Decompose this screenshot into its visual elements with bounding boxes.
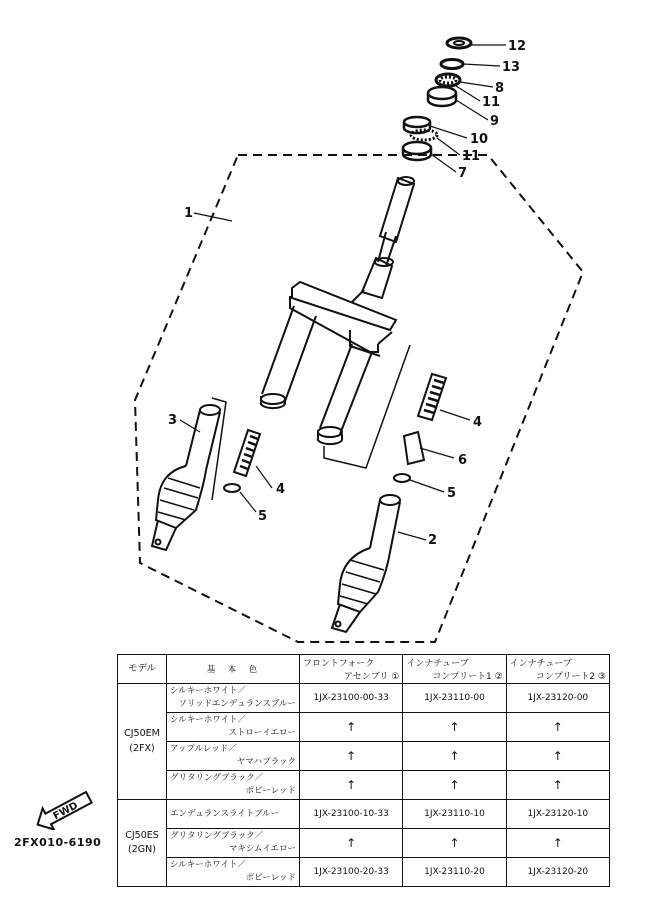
fork-legs [261, 306, 372, 444]
color-cell: シルキーホワイト／ ポピーレッド [167, 858, 300, 887]
header-fork-assembly: フロントフォーク アセンブリ ① [300, 655, 403, 684]
same-as-above-arrow: ↑ [300, 829, 403, 858]
callout-11: 11 [482, 95, 501, 110]
color-cell: アップルレッド／ ヤマハブラック [167, 742, 300, 771]
part-11-balls [440, 77, 456, 83]
same-as-above-arrow: ↑ [403, 829, 506, 858]
part-number-cell: 1JX-23120-20 [506, 858, 609, 887]
same-as-above-arrow: ↑ [506, 713, 609, 742]
color-cell: エンデュランスライトブルー [167, 800, 300, 829]
callout-5-left: 5 [258, 509, 268, 524]
part-11-balls-lower [411, 130, 437, 140]
same-as-above-arrow: ↑ [300, 742, 403, 771]
table-row [118, 771, 610, 800]
same-as-above-arrow: ↑ [403, 742, 506, 771]
same-as-above-arrow: ↑ [403, 771, 506, 800]
color-cell: シルキーホワイト／ ストローイエロー [167, 713, 300, 742]
callout-13: 13 [502, 60, 521, 75]
part-number-cell: 1JX-23110-00 [403, 684, 506, 713]
callout-12: 12 [508, 39, 527, 54]
part-number-cell: 1JX-23110-10 [403, 800, 506, 829]
model-cell-cj50es: CJ50ES (2GN) [118, 800, 167, 887]
callout-4-left: 4 [276, 482, 286, 497]
same-as-above-arrow: ↑ [300, 771, 403, 800]
part-number-cell: 1JX-23100-20-33 [300, 858, 403, 887]
same-as-above-arrow: ↑ [506, 742, 609, 771]
callout-2: 2 [428, 533, 438, 548]
drawing-number: 2FX010-6190 [14, 836, 102, 849]
part-number-cell: 1JX-23120-00 [506, 684, 609, 713]
part-13-washer [441, 60, 463, 69]
part-number-cell: 1JX-23100-10-33 [300, 800, 403, 829]
table-row [118, 713, 610, 742]
table-row [118, 829, 610, 858]
color-cell: シルキーホワイト／ ソリッドエンデュランスブルー [167, 684, 300, 713]
part-3-outer-tube-left [152, 405, 220, 550]
part-5-collar-left [224, 484, 240, 492]
callout-4-right: 4 [473, 415, 483, 430]
assembly-boundary [135, 155, 583, 642]
callout-8: 8 [495, 81, 505, 96]
table-header-row [118, 655, 610, 684]
part-number-cell: 1JX-23100-00-33 [300, 684, 403, 713]
callout-9: 9 [490, 114, 500, 129]
color-cell: グリタリングブラック／ ポピーレッド [167, 771, 300, 800]
color-cell: グリタリングブラック／ マキシムイエロー [167, 829, 300, 858]
part-number-cell: 1JX-23110-20 [403, 858, 506, 887]
same-as-above-arrow: ↑ [403, 713, 506, 742]
header-color: 基 本 色 [167, 655, 300, 684]
part-4-spring-left [234, 430, 260, 476]
model-cell-cj50em: CJ50EM (2FX) [118, 684, 167, 800]
header-inner-tube-2: インナチューブ コンプリート2 ③ [506, 655, 609, 684]
part-number-cell: 1JX-23120-10 [506, 800, 609, 829]
table-row [118, 742, 610, 771]
callout-6: 6 [458, 453, 468, 468]
callout-5-right: 5 [447, 486, 457, 501]
steering-stem [352, 177, 414, 302]
callout-10: 10 [470, 132, 489, 147]
header-inner-tube-1: インナチューブ コンプリート1 ② [403, 655, 506, 684]
bearing-stack [403, 38, 471, 160]
table-row [118, 684, 610, 713]
fwd-label: FWD [51, 800, 80, 823]
callout-3: 3 [168, 413, 178, 428]
part-2-outer-tube-right [332, 495, 400, 632]
callout-7: 7 [458, 166, 468, 181]
callout-11-lower: 11 [462, 149, 481, 164]
same-as-above-arrow: ↑ [300, 713, 403, 742]
fwd-arrow-icon [30, 790, 100, 830]
header-model: モデル [118, 655, 167, 684]
parts-color-table [117, 654, 610, 887]
part-5-collar-right [394, 474, 410, 482]
same-as-above-arrow: ↑ [506, 771, 609, 800]
same-as-above-arrow: ↑ [506, 829, 609, 858]
callout-1: 1 [184, 206, 194, 221]
part-4-spring-right [418, 374, 446, 420]
table-row [118, 858, 610, 887]
table-row [118, 800, 610, 829]
part-12-locknut [447, 38, 471, 48]
